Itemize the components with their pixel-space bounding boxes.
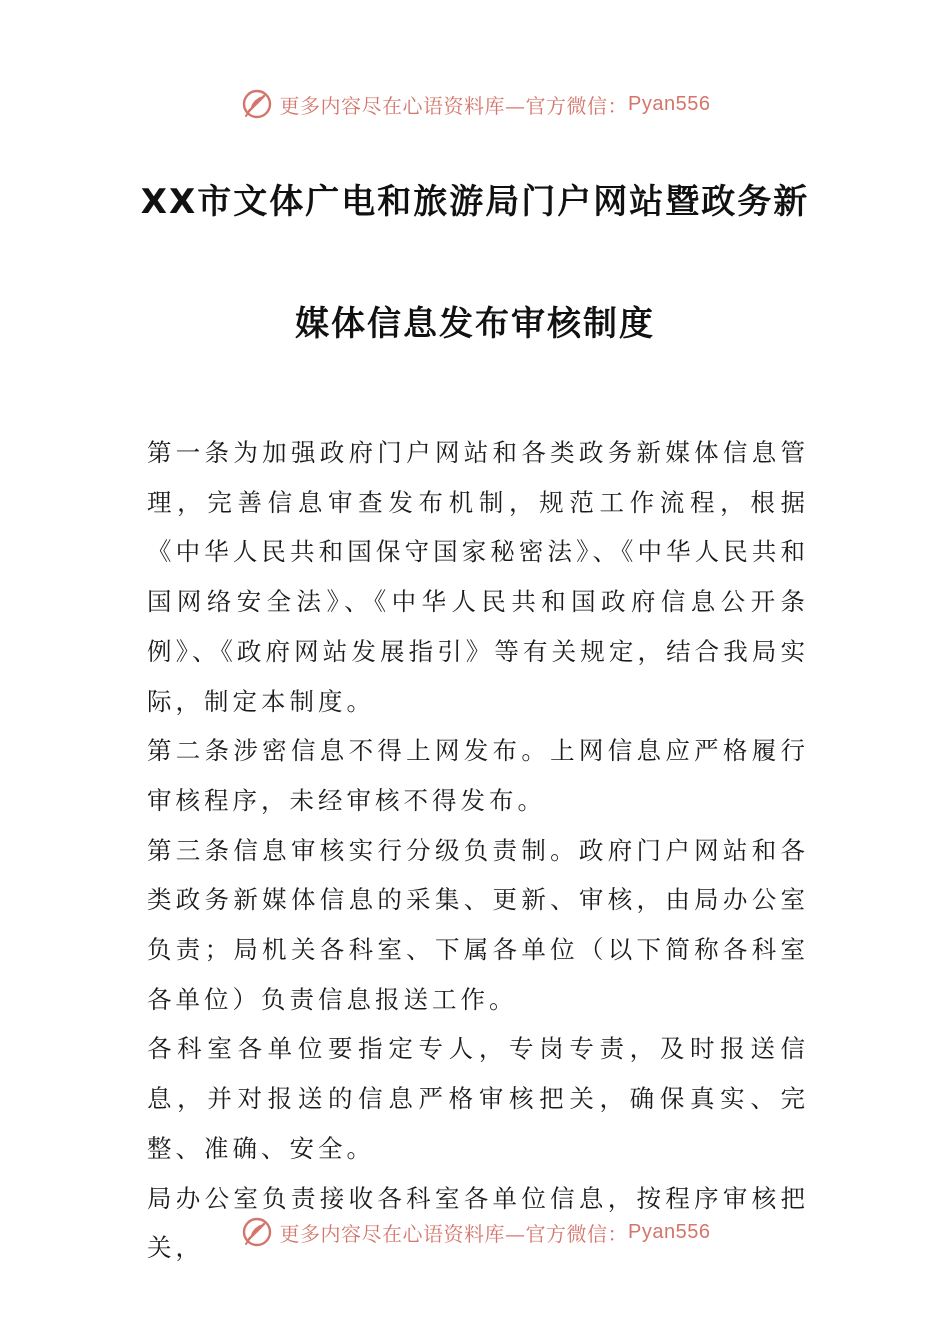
paragraph-article-3-office: 局办公室负责接收各科室各单位信息，按程序审核把关， — [147, 1183, 809, 1263]
paragraph-article-3: 第三条信息审核实行分级负责制。政府门户网站和各类政务新媒体信息的采集、更新、审核，由局办公室负责；局机关各科室、下属各单位（以下简称各科室各单位）负责信息报送工作。 — [147, 835, 809, 1014]
paragraph-article-3-staff: 各科室各单位要指定专人，专岗专责，及时报送信息，并对报送的信息严格审核把关，确保真实、完整、准确、安全。 — [147, 1034, 809, 1163]
document-body — [147, 428, 809, 1273]
paragraph-article-1: 第一条为加强政府门户网站和各类政务新媒体信息管理，完善信息审查发布机制，规范工作流程，根据《中华人民共和国保守国家秘密法》、《中华人民共和国网络安全法》、《中华人民共和国政府信息公开条例》、《政府网站发展指引》等有关规定，结合我局实际，制定本制度。 — [147, 438, 809, 716]
document-title-line-2: 媒体信息发布审核制度 — [295, 304, 655, 344]
quill-logo-icon — [240, 1215, 274, 1249]
paragraph-article-2: 第二条涉密信息不得上网发布。上网信息应严格履行审核程序，未经审核不得发布。 — [147, 736, 809, 815]
watermark-text: 更多内容尽在心语资料库—官方微信： — [279, 1221, 629, 1246]
footer-watermark — [0, 1212, 950, 1252]
watermark-wechat-id: Pyan556 — [628, 92, 711, 115]
watermark-wechat-id: Pyan556 — [628, 1220, 711, 1243]
header-watermark — [0, 84, 950, 124]
quill-logo-icon — [240, 87, 274, 121]
document-title-line-1: XX市文体广电和旅游局门户网站暨政务新 — [140, 182, 810, 222]
watermark-text: 更多内容尽在心语资料库—官方微信： — [279, 93, 629, 118]
